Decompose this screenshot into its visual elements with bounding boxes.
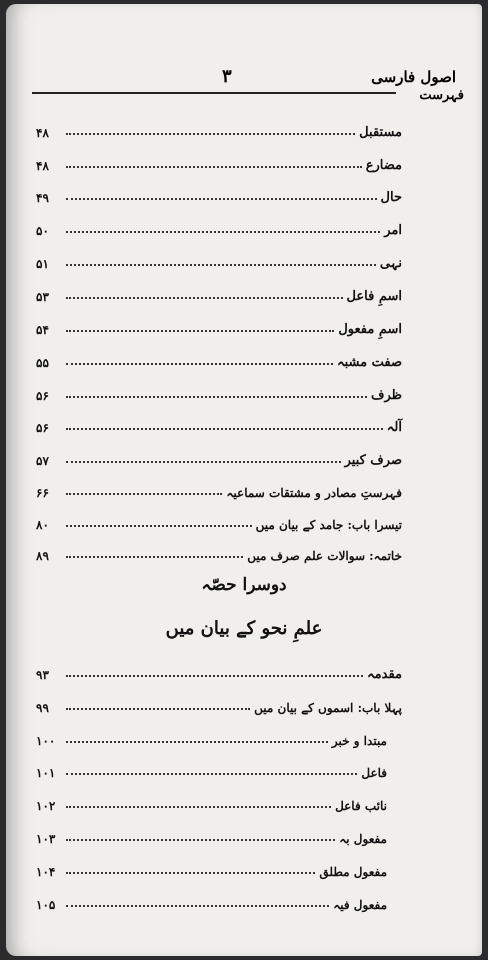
dot-leader <box>66 741 328 743</box>
dot-leader <box>66 363 333 365</box>
toc-entry-title: مستقبل <box>359 125 402 140</box>
toc-page-number: ۱۰۳ <box>36 832 56 846</box>
dot-leader <box>66 773 357 775</box>
dot-leader <box>66 461 341 463</box>
page-number: ۳ <box>222 66 232 87</box>
toc-entry <box>36 658 402 682</box>
toc-entry <box>36 444 402 468</box>
toc-entry <box>36 411 402 435</box>
toc-entry-title: مضارع <box>365 158 402 173</box>
toc-entry-title: مبتدا و خبر <box>331 734 387 748</box>
toc-entry <box>36 855 387 879</box>
toc-entry-title: مفعول بہ <box>339 832 387 846</box>
dot-leader <box>66 525 252 527</box>
book-page <box>6 4 482 956</box>
toc-page-number: ۱۰۵ <box>36 898 56 912</box>
toc-entry <box>36 476 402 500</box>
toc-entry <box>36 691 402 715</box>
toc-page-number: ۵۴ <box>36 323 49 337</box>
index-label: فہرست <box>419 88 464 103</box>
dot-leader <box>66 133 355 135</box>
section-subheading: علمِ نحو کے بیان میں <box>165 618 323 639</box>
toc-page-number: ۱۰۴ <box>36 865 56 879</box>
toc-entry <box>36 346 402 370</box>
toc-entry <box>36 116 402 140</box>
toc-page-number: ۹۹ <box>36 701 49 715</box>
dot-leader <box>66 675 363 677</box>
toc-entry <box>36 181 402 205</box>
toc-entry <box>36 214 402 238</box>
toc-entry <box>36 313 402 337</box>
toc-entry-title: مقدمہ <box>367 667 402 682</box>
toc-entry <box>36 888 387 912</box>
toc-page-number: ۶۶ <box>36 486 49 500</box>
dot-leader <box>66 231 380 233</box>
toc-entry <box>36 508 402 532</box>
toc-entry-title: صفت مشبہ <box>336 355 402 370</box>
toc-page-number: ۵۱ <box>36 257 49 271</box>
dot-leader <box>66 166 362 168</box>
toc-page-number: ۱۰۱ <box>36 766 56 780</box>
toc-entry <box>36 822 387 846</box>
toc-entry-title: فہرستِ مصادر و مشتقات سماعیہ <box>226 486 402 500</box>
toc-page-number: ۵۰ <box>36 224 49 238</box>
toc-entry <box>36 724 387 748</box>
book-title: اصول فارسی <box>371 68 456 86</box>
toc-entry-title: مفعول مطلق <box>319 865 387 879</box>
toc-page-number: ۸۹ <box>36 549 49 563</box>
dot-leader <box>66 198 377 200</box>
toc-page-number: ۵۳ <box>36 290 49 304</box>
toc-entry-title: ظرف <box>371 388 402 403</box>
toc-page-number: ۱۰۲ <box>36 799 56 813</box>
toc-entry <box>36 379 402 403</box>
section-heading: دوسرا حصّہ <box>201 575 287 595</box>
page-header <box>32 64 464 104</box>
dot-leader <box>66 905 329 907</box>
toc-entry-title: اسمِ مفعول <box>338 322 402 337</box>
toc-page-number: ۸۰ <box>36 518 49 532</box>
toc-page-number: ۱۰۰ <box>36 734 56 748</box>
toc-entry-title: نائب فاعل <box>335 799 387 813</box>
toc-entry <box>36 756 387 780</box>
toc-page-number: ۴۹ <box>36 191 49 205</box>
dot-leader <box>66 872 315 874</box>
dot-leader <box>66 297 343 299</box>
toc-entry-title: مفعول فیہ <box>333 898 387 912</box>
toc-entry-title: تیسرا باب: جامد کے بیان میں <box>255 518 402 532</box>
dot-leader <box>66 330 334 332</box>
dot-leader <box>66 708 250 710</box>
toc-entry-title: حال <box>380 190 402 205</box>
toc-entry-title: امر <box>384 223 402 238</box>
dot-leader <box>66 428 383 430</box>
dot-leader <box>66 839 335 841</box>
toc-entry <box>36 149 402 173</box>
toc-entry <box>36 539 402 563</box>
toc-entry-title: پہلا باب: اسموں کے بیان میں <box>254 701 402 715</box>
dot-leader <box>66 396 367 398</box>
dot-leader <box>66 556 243 558</box>
toc-page-number: ۵۶ <box>36 389 49 403</box>
toc-entry <box>36 280 402 304</box>
header-rule <box>32 92 396 94</box>
dot-leader <box>66 493 222 495</box>
toc-entry-title: آلہ <box>386 420 402 435</box>
toc-entry-title: صرف کبیر <box>344 453 402 468</box>
dot-leader <box>66 264 376 266</box>
toc-entry-title: اسمِ فاعل <box>346 289 402 304</box>
toc-entry <box>36 789 387 813</box>
toc-page-number: ۵۵ <box>36 356 49 370</box>
toc-entry <box>36 247 402 271</box>
toc-entry-title: فاعل <box>361 766 387 780</box>
toc-entry-title: خاتمہ: سوالات علم صرف میں <box>247 549 402 563</box>
dot-leader <box>66 806 331 808</box>
toc-page-number: ۵۶ <box>36 421 49 435</box>
toc-entry-title: نہی <box>379 256 402 271</box>
toc-page-number: ۴۸ <box>36 159 49 173</box>
toc-page-number: ۹۳ <box>36 668 49 682</box>
toc-page-number: ۴۸ <box>36 126 49 140</box>
toc-page-number: ۵۷ <box>36 454 49 468</box>
